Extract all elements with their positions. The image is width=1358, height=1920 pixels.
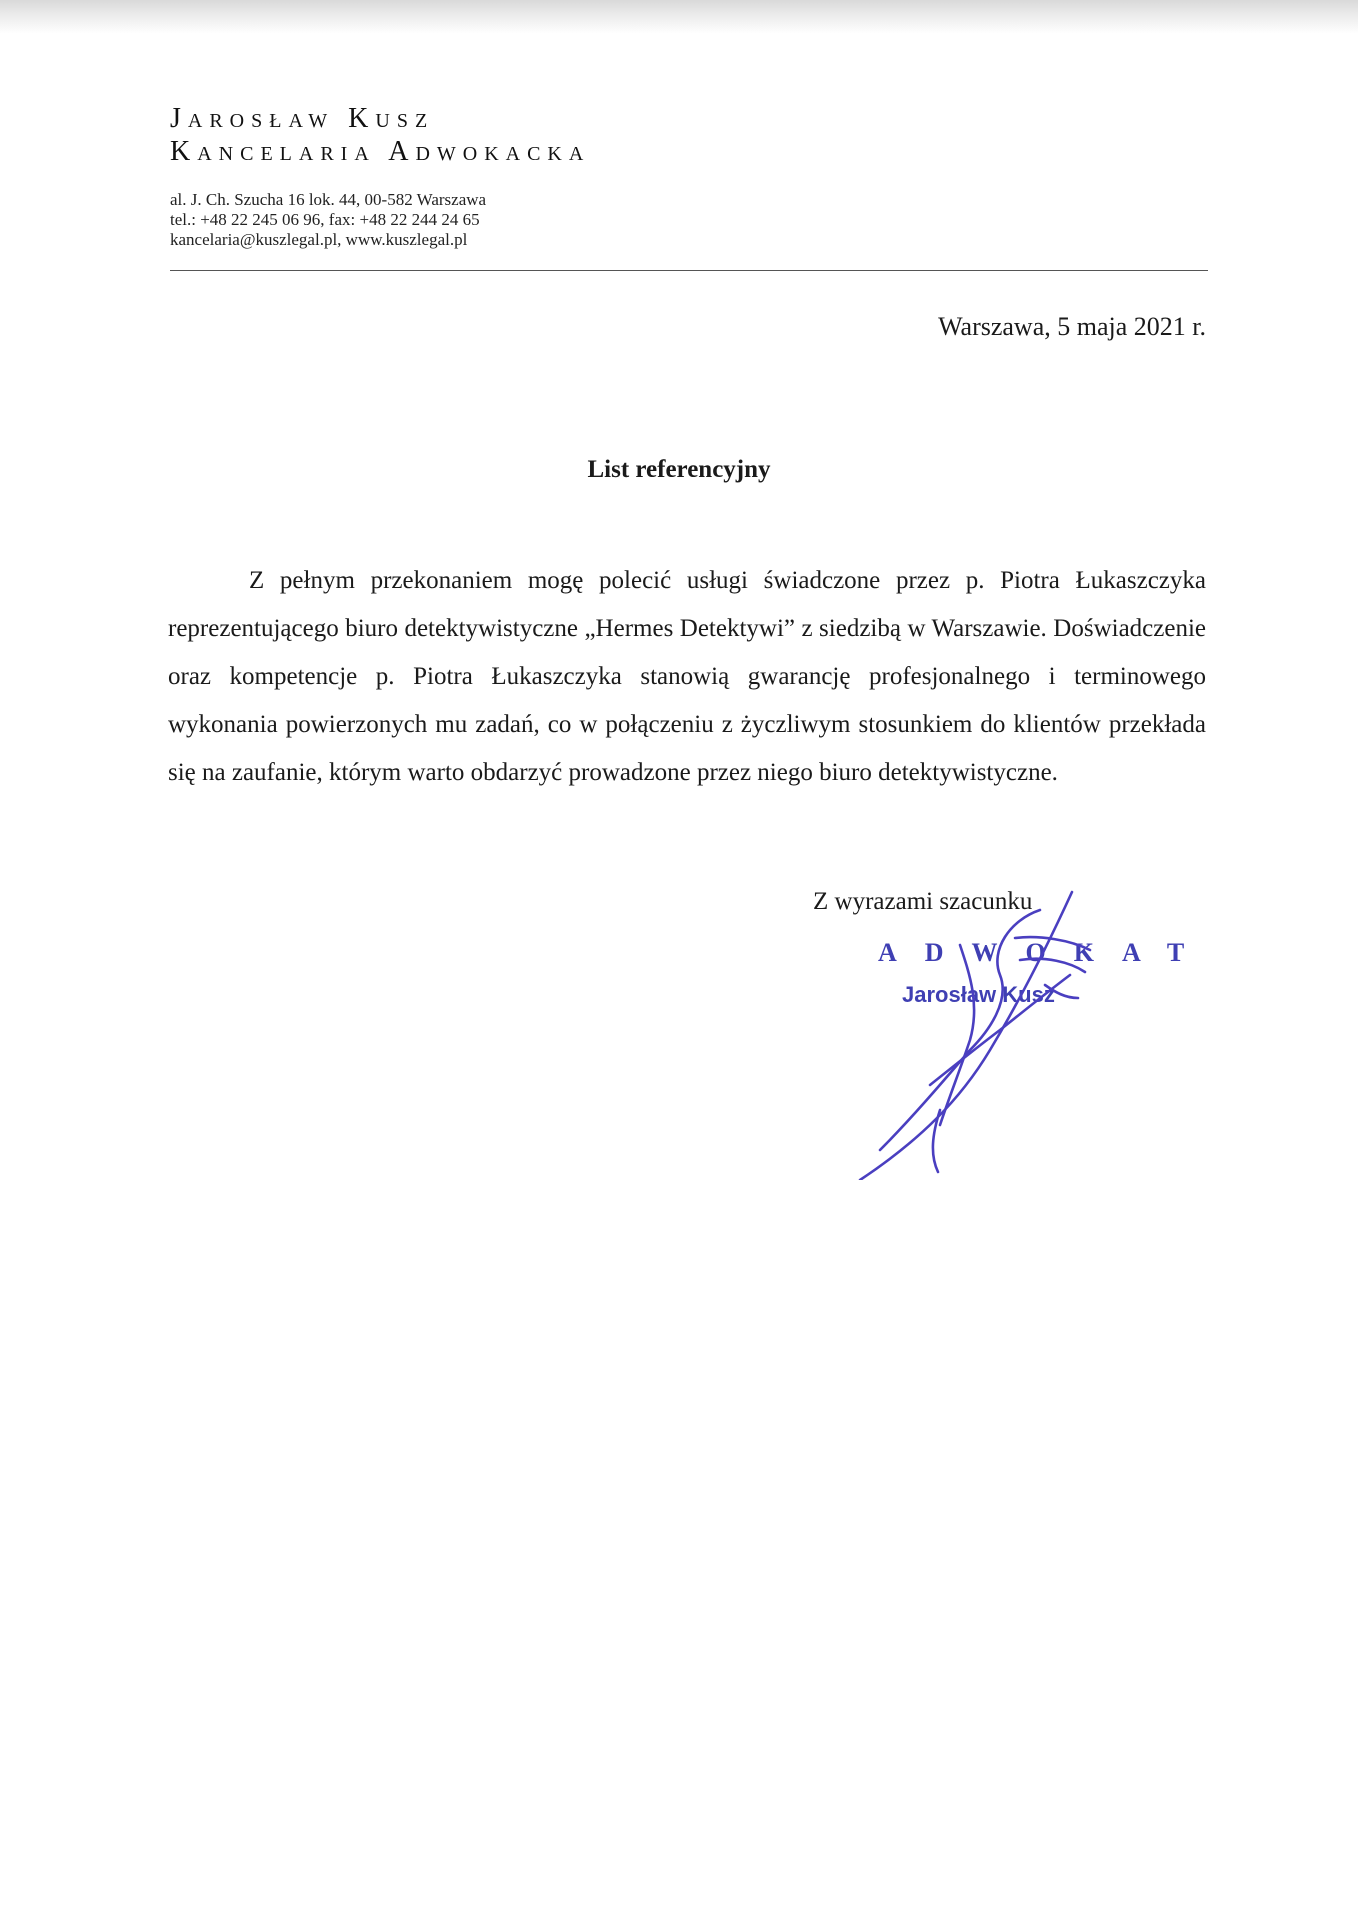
letterhead — [170, 102, 590, 250]
letterhead-phone-fax: tel.: +48 22 245 06 96, fax: +48 22 244 24 65 — [170, 210, 480, 229]
closing-line: Z wyrazami szacunku — [813, 888, 1033, 915]
signature-icon — [840, 880, 1120, 1180]
letterhead-name: Jarosław Kusz — [170, 103, 435, 134]
document-title: List referencyjny — [587, 456, 771, 483]
letterhead-divider — [170, 270, 1208, 271]
body-paragraph: Z pełnym przekonaniem mogę polecić usługi świadczone przez p. Piotra Łukaszczyka reprezentującego biuro detektywistyczne „Hermes Detektywi” z siedzibą w Warszawie. Doświadczenie oraz kompetencje p. Piotra Łukaszczyka stanowią gwarancję profesjonalnego i terminowego wykonania powierzonych mu zadań, co w połączeniu z życzliwym stosunkiem do klientów przekłada się na zaufanie, którym warto obdarzyć prowadzone przez niego biuro detektywistyczne. — [168, 567, 1206, 786]
stamp-title: ADWOKAT — [878, 938, 1213, 967]
letterhead-firm: Kancelaria Adwokacka — [170, 136, 591, 167]
stamp-name: Jarosław Kusz — [902, 982, 1055, 1007]
scan-edge-shadow — [0, 0, 1358, 34]
letterhead-address: al. J. Ch. Szucha 16 lok. 44, 00-582 Warszawa — [170, 190, 487, 209]
letterhead-email-web: kancelaria@kuszlegal.pl, www.kuszlegal.pl — [170, 230, 468, 249]
date-line: Warszawa, 5 maja 2021 r. — [938, 312, 1206, 341]
letterhead-contact — [170, 190, 590, 250]
